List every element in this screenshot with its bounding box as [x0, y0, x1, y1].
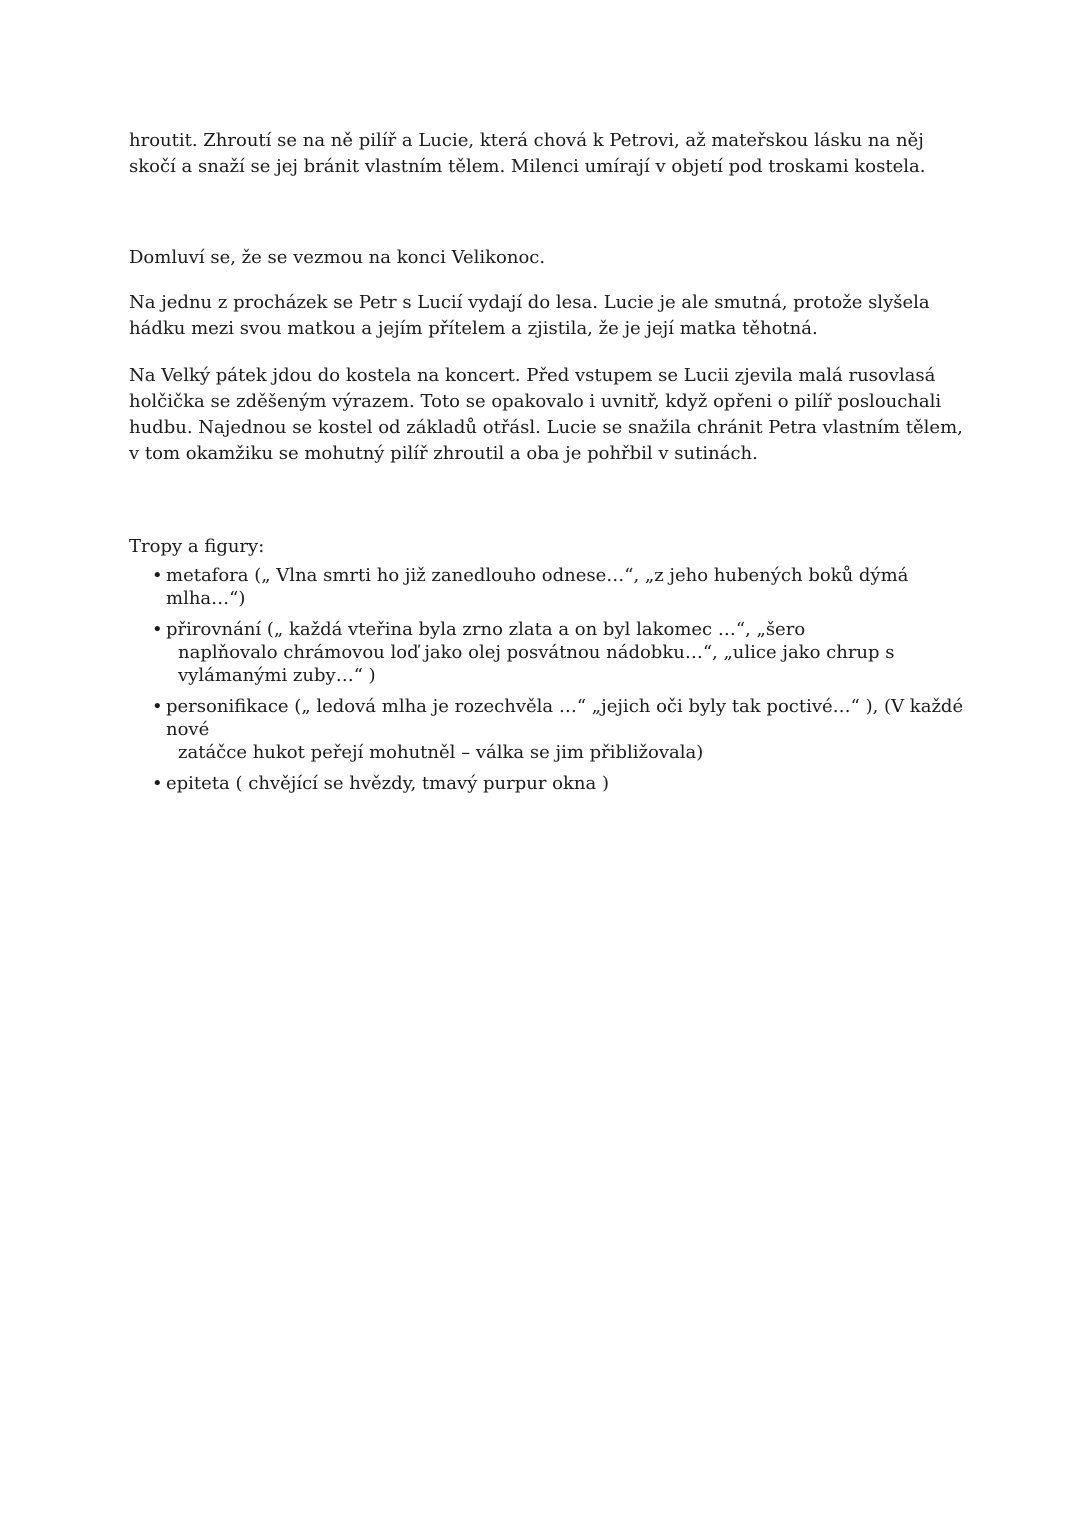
bullet: •	[152, 619, 163, 640]
list-item-first-line: personifikace („ ledová mlha je rozechvěla …“ „jejich oči byly tak poctivé…“ ), (V každé nové	[166, 696, 964, 740]
list-item-first-line: epiteta ( chvějící se hvězdy, tmavý purpur okna )	[166, 773, 609, 794]
list-item	[152, 695, 972, 764]
list-item-text	[166, 772, 972, 795]
list-item-text	[166, 695, 972, 764]
list-item-first-line: přirovnání („ každá vteřina byla zrno zlata a on byl lakomec …“, „šero	[166, 619, 806, 640]
paragraph-forest-walk: Na jednu z procházek se Petr s Lucií vydají do lesa. Lucie je ale smutná, protože slyšela hádku mezi svou matkou a jejím přítelem a zjistila, že je její matka těhotná.	[129, 292, 930, 339]
list-item-first-line: metafora („ Vlna smrti ho již zanedlouho odnese…“, „z jeho hubených boků dýmá mlha…“)	[166, 565, 909, 609]
bullet: •	[152, 696, 163, 717]
list-item-text	[166, 564, 972, 610]
bullet: •	[152, 773, 163, 794]
paragraph-ending: hroutit. Zhroutí se na ně pilíř a Lucie, která chová k Petrovi, až mateřskou lásku na něj skočí a snaží se jej bránit vlastním tělem. Milenci umírají v objetí pod troskami kostela.	[129, 130, 926, 177]
list-item-continuation: naplňovalo chrámovou loď jako olej posvátnou nádobku…“, „ulice jako chrup s vylámanými zuby…“ )	[178, 642, 895, 686]
bullet: •	[152, 565, 163, 586]
paragraph-wedding: Domluví se, že se vezmou na konci Velikonoc.	[129, 247, 546, 268]
list-item	[152, 772, 972, 795]
list-item	[152, 564, 972, 610]
list-item	[152, 618, 972, 687]
paragraph-good-friday: Na Velký pátek jdou do kostela na koncert. Před vstupem se Lucii zjevila malá rusovlasá holčička se zděšeným výrazem. Toto se opakovalo i uvnitř, když opřeni o pilíř poslouchali hudbu. Najednou se kostel od základů otřásl. Lucie se snažila chránit Petra vlastním tělem, v tom okamžiku se mohutný pilíř zhroutil a oba je pohřbil v sutinách.	[129, 365, 963, 464]
figures-heading: Tropy a figury:	[129, 536, 265, 557]
figures-list	[152, 564, 972, 803]
list-item-continuation: zatáčce hukot peřejí mohutněl – válka se jim přibližovala)	[178, 742, 704, 763]
list-item-text	[166, 618, 972, 687]
